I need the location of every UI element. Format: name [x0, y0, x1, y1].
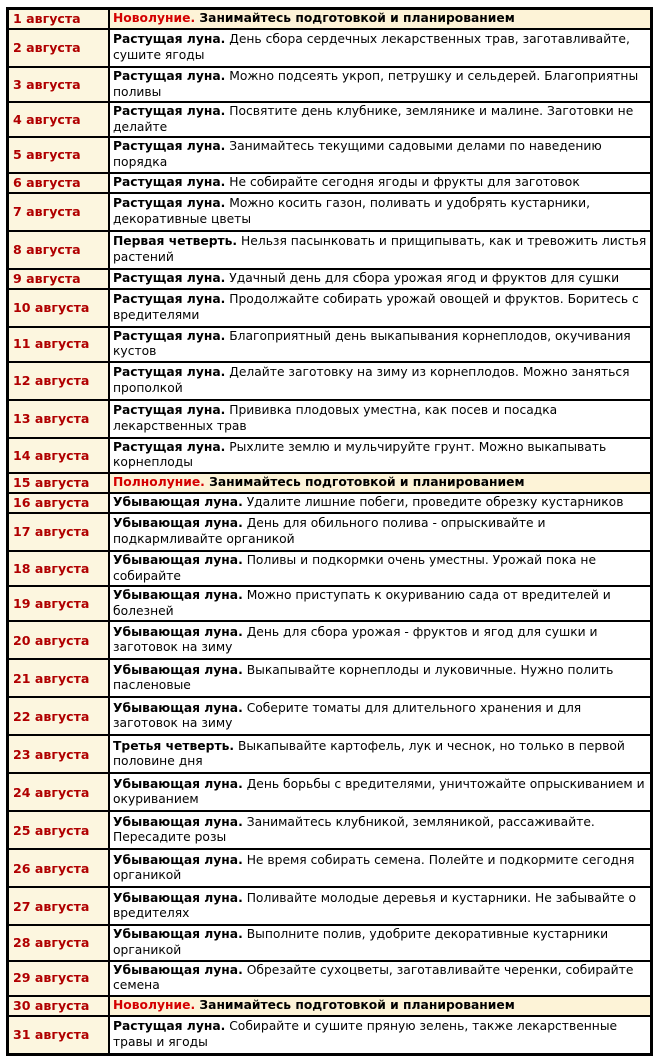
calendar-row: [8, 849, 651, 887]
calendar-row: [8, 697, 651, 735]
date-cell: 8 августа: [8, 231, 109, 269]
advice-text: День сбора сердечных лекарственных трав, заготавливайте, сушите ягоды: [113, 32, 630, 62]
date-cell: 27 августа: [8, 887, 109, 925]
date-cell: 2 августа: [8, 29, 109, 67]
moon-phase-label: Растущая луна.: [113, 328, 226, 343]
description-cell: [109, 327, 651, 362]
moon-phase-label: Растущая луна.: [113, 69, 226, 83]
date-cell: 1 августа: [8, 9, 109, 29]
description-cell: [109, 996, 651, 1016]
calendar-row: [8, 102, 651, 137]
advice-text: Можно подсеять укроп, петрушку и сельдерей. Благоприятны поливы: [113, 69, 639, 99]
moon-phase-label: Растущая луна.: [113, 32, 226, 47]
date-cell: 23 августа: [8, 735, 109, 773]
advice-text: Выполните полив, удобрите декоративные кустарники органикой: [113, 927, 609, 957]
calendar-row: [8, 513, 651, 551]
description-cell: [109, 621, 651, 659]
lunar-calendar-table: [6, 7, 653, 1056]
calendar-row: [8, 961, 651, 996]
description-cell: [109, 231, 651, 269]
calendar-row: [8, 586, 651, 621]
description-cell: [109, 811, 651, 849]
moon-phase-label: Растущая луна.: [113, 291, 226, 306]
moon-phase-label: Убывающая луна.: [113, 700, 243, 715]
date-cell: 24 августа: [8, 773, 109, 811]
calendar-row: [8, 269, 651, 289]
date-cell: 9 августа: [8, 269, 109, 289]
description-cell: [109, 9, 651, 29]
moon-phase-label: Растущая луна.: [113, 104, 226, 119]
advice-text: День для сбора урожая - фруктов и ягод для сушки и заготовок на зиму: [113, 624, 598, 655]
calendar-row: [8, 29, 651, 67]
advice-text: Занимайтесь подготовкой и планированием: [195, 11, 515, 26]
advice-text: Занимайтесь текущими садовыми делами по наведению порядка: [113, 139, 602, 169]
description-cell: [109, 400, 651, 438]
moon-phase-label: Убывающая луна.: [113, 776, 243, 791]
calendar-row: [8, 735, 651, 773]
date-cell: 12 августа: [8, 362, 109, 400]
moon-phase-label: Полнолуние.: [113, 475, 205, 490]
moon-phase-label: Убывающая луна.: [113, 588, 243, 603]
date-cell: 7 августа: [8, 193, 109, 231]
description-cell: [109, 67, 651, 102]
date-cell: 25 августа: [8, 811, 109, 849]
calendar-row: [8, 400, 651, 438]
date-cell: 18 августа: [8, 551, 109, 586]
advice-text: Поливы и подкормки очень уместны. Урожай пока не собирайте: [113, 552, 597, 583]
date-cell: 11 августа: [8, 327, 109, 362]
advice-text: Удалите лишние побеги, проведите обрезку кустарников: [242, 495, 624, 510]
moon-phase-label: Растущая луна.: [113, 403, 226, 418]
date-cell: 26 августа: [8, 849, 109, 887]
calendar-row: [8, 493, 651, 513]
moon-phase-label: Растущая луна.: [113, 139, 226, 154]
moon-phase-label: Убывающая луна.: [113, 662, 243, 677]
advice-text: Выкапывайте картофель, лук и чеснок, но только в первой половине дня: [113, 738, 625, 769]
description-cell: [109, 925, 651, 960]
description-cell: [109, 137, 651, 172]
moon-phase-label: Убывающая луна.: [113, 927, 243, 942]
description-cell: [109, 102, 651, 137]
advice-text: Выкапывайте корнеплоды и луковичные. Нужно полить пасленовые: [113, 662, 614, 693]
calendar-row: [8, 996, 651, 1016]
advice-text: Нельзя пасынковать и прищипывать, как и тревожить листья растений: [113, 233, 647, 264]
description-cell: [109, 362, 651, 400]
description-cell: [109, 551, 651, 586]
calendar-row: [8, 621, 651, 659]
date-cell: 29 августа: [8, 961, 109, 996]
moon-phase-label: Убывающая луна.: [113, 814, 243, 829]
description-cell: [109, 773, 651, 811]
date-cell: 6 августа: [8, 173, 109, 193]
calendar-row: [8, 9, 651, 29]
date-cell: 28 августа: [8, 925, 109, 960]
advice-text: Занимайтесь клубникой, земляникой, рассаживайте. Пересадите розы: [113, 814, 595, 845]
advice-text: Удачный день для сбора урожая ягод и фруктов для сушки: [225, 270, 620, 285]
date-cell: 14 августа: [8, 438, 109, 473]
description-cell: [109, 513, 651, 551]
advice-text: Собирайте и сушите пряную зелень, также лекарственные травы и ягоды: [113, 1019, 618, 1049]
description-cell: [109, 473, 651, 493]
advice-text: Поливайте молодые деревья и кустарники. Не забывайте о вредителях: [113, 890, 636, 921]
advice-text: Не время собирать семена. Полейте и подкормите сегодня органикой: [113, 852, 635, 883]
calendar-row: [8, 362, 651, 400]
description-cell: [109, 887, 651, 925]
calendar-row: [8, 231, 651, 269]
advice-text: Соберите томаты для длительного хранения и для заготовок на зиму: [113, 700, 582, 731]
moon-phase-label: Растущая луна.: [113, 365, 226, 380]
moon-phase-label: Растущая луна.: [113, 439, 226, 454]
calendar-row: [8, 659, 651, 697]
moon-phase-label: Новолуние.: [113, 11, 196, 26]
date-cell: 30 августа: [8, 996, 109, 1016]
description-cell: [109, 269, 651, 289]
moon-phase-label: Убывающая луна.: [113, 552, 243, 567]
description-cell: [109, 697, 651, 735]
moon-phase-label: Третья четверть.: [113, 738, 235, 753]
date-cell: 16 августа: [8, 493, 109, 513]
advice-text: Делайте заготовку на зиму из корнеплодов. Можно заняться прополкой: [113, 365, 630, 395]
moon-phase-label: Растущая луна.: [113, 174, 226, 189]
date-cell: 31 августа: [8, 1016, 109, 1054]
moon-phase-label: Растущая луна.: [113, 270, 226, 285]
moon-phase-label: Убывающая луна.: [113, 516, 243, 531]
calendar-row: [8, 327, 651, 362]
date-cell: 20 августа: [8, 621, 109, 659]
advice-text: Благоприятный день выкапывания корнеплодов, окучивания кустов: [113, 328, 631, 359]
moon-phase-label: Убывающая луна.: [113, 624, 243, 639]
advice-text: Занимайтесь подготовкой и планированием: [195, 997, 515, 1012]
calendar-row: [8, 137, 651, 172]
date-cell: 10 августа: [8, 289, 109, 327]
description-cell: [109, 289, 651, 327]
description-cell: [109, 1016, 651, 1054]
advice-text: Посвятите день клубнике, землянике и малине. Заготовки не делайте: [113, 104, 634, 134]
description-cell: [109, 438, 651, 473]
moon-phase-label: Убывающая луна.: [113, 495, 243, 510]
description-cell: [109, 29, 651, 67]
description-cell: [109, 193, 651, 231]
moon-phase-label: Растущая луна.: [113, 195, 226, 210]
description-cell: [109, 849, 651, 887]
date-cell: 4 августа: [8, 102, 109, 137]
calendar-row: [8, 811, 651, 849]
date-cell: 15 августа: [8, 473, 109, 493]
moon-phase-label: Убывающая луна.: [113, 962, 243, 977]
description-cell: [109, 173, 651, 193]
calendar-row: [8, 173, 651, 193]
calendar-row: [8, 887, 651, 925]
advice-text: Не собирайте сегодня ягоды и фрукты для заготовок: [225, 174, 580, 189]
date-cell: 5 августа: [8, 137, 109, 172]
moon-phase-label: Растущая луна.: [113, 1019, 226, 1034]
advice-text: Можно косить газон, поливать и удобрять кустарники, декоративные цветы: [113, 195, 590, 226]
advice-text: Можно приступать к окуриванию сада от вредителей и болезней: [113, 588, 611, 618]
calendar-row: [8, 773, 651, 811]
date-cell: 13 августа: [8, 400, 109, 438]
moon-phase-label: Новолуние.: [113, 997, 196, 1012]
calendar-row: [8, 193, 651, 231]
advice-text: Занимайтесь подготовкой и планированием: [204, 475, 525, 490]
moon-phase-label: Убывающая луна.: [113, 890, 243, 905]
calendar-row: [8, 473, 651, 493]
date-cell: 22 августа: [8, 697, 109, 735]
date-cell: 3 августа: [8, 67, 109, 102]
calendar-row: [8, 1016, 651, 1054]
moon-phase-label: Первая четверть.: [113, 233, 238, 248]
advice-text: День борьбы с вредителями, уничтожайте опрыскиванием и окуриванием: [113, 776, 645, 807]
advice-text: День для обильного полива - опрыскивайте и подкармливайте органикой: [113, 516, 546, 546]
calendar-row: [8, 925, 651, 960]
calendar-body: [8, 9, 651, 1054]
calendar-row: [8, 289, 651, 327]
advice-text: Прививка плодовых уместна, как посев и посадка лекарственных трав: [113, 403, 558, 433]
moon-phase-label: Убывающая луна.: [113, 852, 243, 867]
advice-text: Обрезайте сухоцветы, заготавливайте черенки, собирайте семена: [113, 962, 634, 993]
date-cell: 17 августа: [8, 513, 109, 551]
calendar-row: [8, 67, 651, 102]
calendar-row: [8, 438, 651, 473]
description-cell: [109, 659, 651, 697]
advice-text: Продолжайте собирать урожай овощей и фруктов. Боритесь с вредителями: [113, 291, 639, 322]
description-cell: [109, 961, 651, 996]
description-cell: [109, 586, 651, 621]
date-cell: 19 августа: [8, 586, 109, 621]
description-cell: [109, 735, 651, 773]
description-cell: [109, 493, 651, 513]
advice-text: Рыхлите землю и мульчируйте грунт. Можно выкапывать корнеплоды: [113, 439, 607, 470]
calendar-row: [8, 551, 651, 586]
date-cell: 21 августа: [8, 659, 109, 697]
